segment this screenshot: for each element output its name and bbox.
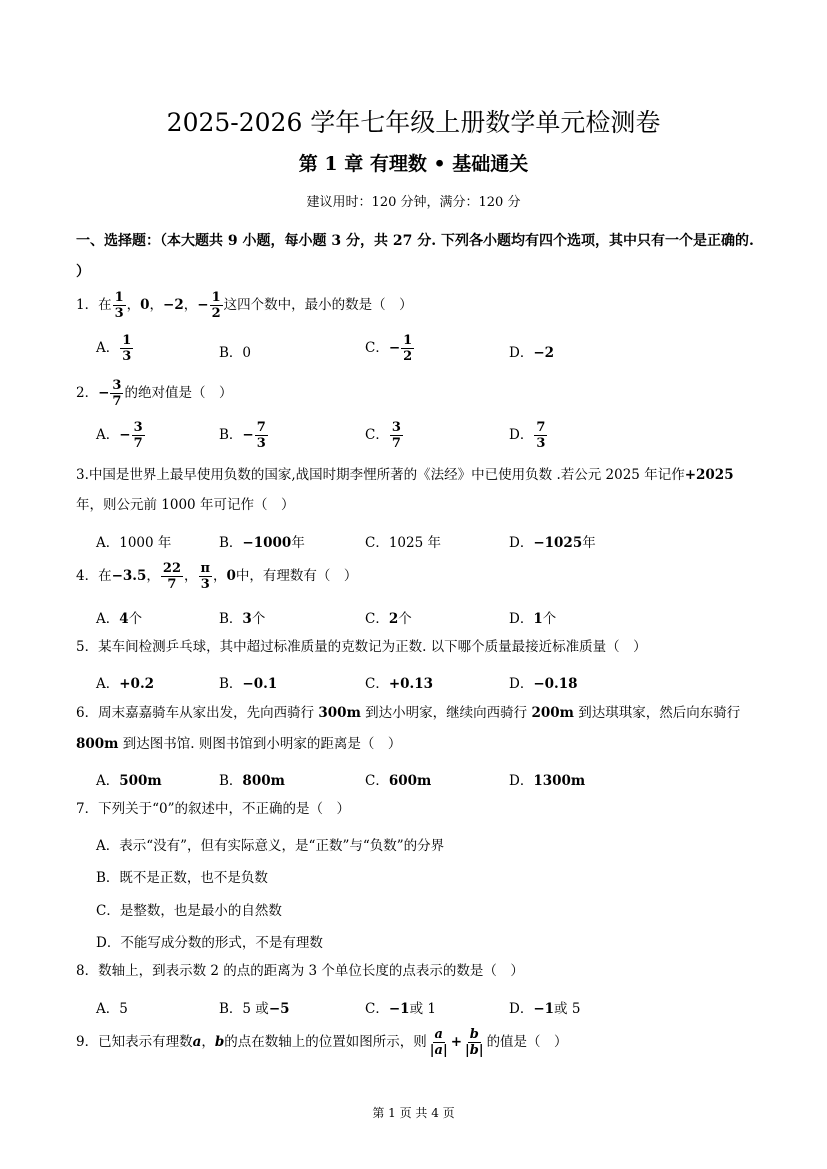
q7-option-b: B．既不是正数，也不是负数 (96, 870, 268, 886)
q7-option-d: D．不能写成分数的形式，不是有理数 (96, 935, 323, 951)
q1-option-a: A． $\frac{1}{3}$ (96, 333, 132, 364)
q5-option-d: D．−0.18 (509, 676, 578, 692)
fraction: $\frac{3}{7}$ (112, 378, 122, 409)
question-6-line-2: 800m 到达图书馆. 则图书馆到小明家的距离是（ ） (76, 736, 402, 752)
q8-option-b: B．5 或−5 (219, 1001, 290, 1017)
fraction: $\frac{\pi}{3}$ (200, 561, 211, 592)
q4-option-a: A．4个 (96, 611, 143, 627)
q5-option-c: C．+0.13 (365, 676, 434, 692)
q3-option-d: D．−1025年 (509, 535, 596, 551)
fraction: $\frac{22}{7}$ (162, 561, 181, 592)
question-6-line-1: 6．周末嘉嘉骑车从家出发，先向西骑行 300m 到达小明家，继续向西骑行 200m 到达琪琪家，然后向东骑行 (76, 705, 741, 721)
q8-option-d: D．−1或 5 (509, 1001, 581, 1017)
q1-option-c: C．− $\frac{1}{2}$ (365, 333, 413, 364)
q2-option-a: A．− $\frac{3}{7}$ (96, 420, 143, 451)
q5-option-a: A．+0.2 (96, 676, 155, 692)
q1-option-d: D．−2 (509, 345, 555, 361)
question-4: 4．在−3.5， $\frac{22}{7}$ ， $\frac{\pi}{3}$ ，0中，有理数有（ ） (76, 561, 358, 592)
fraction: $\frac{b}{|b|}$ (465, 1027, 484, 1058)
q2-option-d: D． $\frac{7}{3}$ (509, 420, 546, 451)
fraction: $\frac{a}{|a|}$ (429, 1027, 448, 1058)
question-3-line-2: 年，则公元前 1000 年可记作（ ） (76, 497, 295, 513)
section-heading: 一、选择题：（本大题共 9 小题，每小题 3 分，共 27 分. 下列各小题均有四个选项，其中只有一个是正确的. ） (76, 233, 754, 280)
question-9: 9．已知表示有理数a，b的点在数轴上的位置如图所示，则 $\frac{a}{|a|}$ + $\frac{b}{|b|}$ 的值是（ ） (76, 1027, 568, 1058)
exam-meta: 建议用时：120 分钟，满分：120 分 (306, 195, 521, 210)
q5-option-b: B．−0.1 (219, 676, 278, 692)
q4-option-d: D．1个 (509, 611, 557, 627)
question-8: 8．数轴上，到表示数 2 的点的距离为 3 个单位长度的点表示的数是（ ） (76, 963, 524, 979)
q7-option-a: A．表示“没有”，但有实际意义，是“正数”与“负数”的分界 (96, 838, 445, 854)
q7-option-c: C．是整数，也是最小的自然数 (96, 903, 282, 919)
q8-option-a: A．5 (96, 1001, 128, 1017)
chapter-subtitle: 第 1 章 有理数 • 基础通关 (298, 153, 529, 175)
q6-option-c: C．600m (365, 773, 432, 789)
question-7: 7．下列关于“0”的叙述中，不正确的是（ ） (76, 801, 350, 817)
exam-title: 2025-2026 学年七年级上册数学单元检测卷 (166, 108, 661, 137)
q6-option-d: D．1300m (509, 773, 586, 789)
page-footer: 第 1 页 共 4 页 (372, 1106, 455, 1120)
q2-option-b: B．− $\frac{7}{3}$ (219, 420, 266, 451)
question-3-line-1: 3.中国是世界上最早使用负数的国家,战国时期李悝所著的《法经》中已使用负数 .若公元 2025 年记作+2025 (76, 467, 734, 483)
q3-option-c: C．1025 年 (365, 535, 441, 551)
q3-option-a: A．1000 年 (96, 535, 172, 551)
question-2: 2．− $\frac{3}{7}$ 的绝对值是（ ） (76, 378, 233, 409)
q1-option-b: B．0 (219, 345, 252, 361)
fraction: $\frac{1}{3}$ (114, 290, 124, 321)
question-5: 5．某车间检测乒乓球，其中超过标准质量的克数记为正数. 以下哪个质量最接近标准质量（ ） (76, 639, 647, 655)
fraction: $\frac{1}{2}$ (211, 290, 221, 321)
q2-option-c: C． $\frac{3}{7}$ (365, 420, 401, 451)
q6-option-a: A．500m (96, 773, 162, 789)
q4-option-b: B．3个 (219, 611, 266, 627)
question-1: 1．在 $\frac{1}{3}$ ，0，−2，− $\frac{1}{2}$ 这四个数中，最小的数是（ ） (76, 290, 413, 321)
q4-option-c: C．2个 (365, 611, 412, 627)
q3-option-b: B．−1000年 (219, 535, 305, 551)
q6-option-b: B．800m (219, 773, 285, 789)
q8-option-c: C．−1或 1 (365, 1001, 436, 1017)
